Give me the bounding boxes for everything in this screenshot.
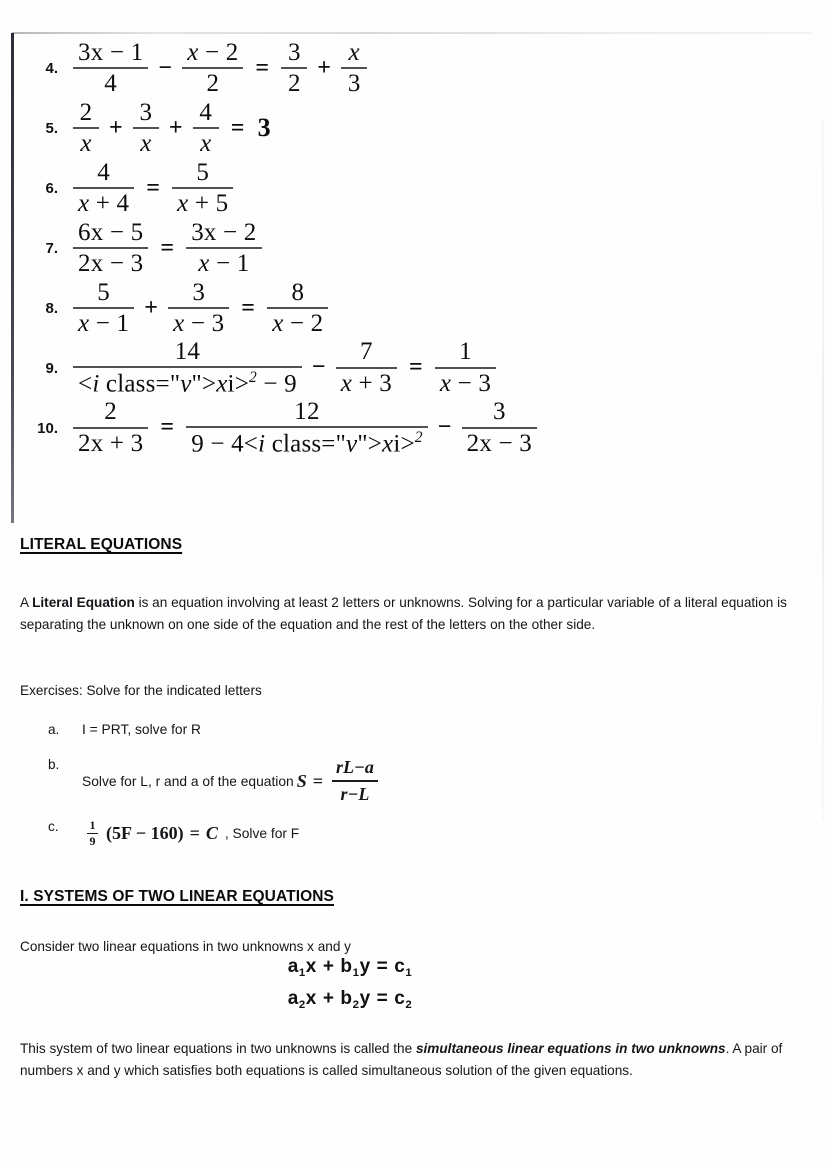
exercise-c-relation: = <box>189 822 200 843</box>
fraction-denominator: <i class="v">xi>$^2$ − 9 <box>78 369 297 398</box>
fraction-bar <box>172 187 233 189</box>
definition-lead: A <box>20 595 33 610</box>
equals-sign: = <box>230 114 245 141</box>
coefficient-b2: b <box>340 988 353 1009</box>
fraction-numerator: 2 <box>79 98 93 126</box>
closing-rest: . A pair of numbers x and y which satisfies both equations is called simultaneous solution of the given equations. <box>20 1041 783 1078</box>
fraction-bar <box>73 427 148 429</box>
fraction-bar <box>336 367 397 369</box>
fraction-bar <box>73 307 134 309</box>
operator: + <box>109 114 123 141</box>
fraction-denominator: x + 4 <box>78 190 130 217</box>
problem-expression <box>70 160 236 217</box>
fraction <box>73 399 148 456</box>
system-equation-1: $a_1x + b_1y = c_1$ <box>287 956 413 979</box>
systems-closing-text <box>20 1038 795 1081</box>
problem-expression <box>70 339 499 397</box>
fraction <box>435 339 496 396</box>
fraction-numerator: 3x − 1 <box>78 38 144 66</box>
fraction-numerator: 3x − 2 <box>191 218 257 246</box>
fraction-bar <box>267 307 328 309</box>
equals-sign: = <box>241 294 256 321</box>
fraction-denominator: x + 5 <box>177 190 229 217</box>
heading-systems-of-two-linear-equations: I. SYSTEMS OF TWO LINEAR EQUATIONS <box>20 888 334 905</box>
systems-intro-text: Consider two linear equations in two unknowns x and y <box>20 939 351 954</box>
problem-number: 8. <box>45 299 58 317</box>
fraction <box>193 100 219 157</box>
fraction-denominator: 3 <box>347 70 361 97</box>
exercise-bullet-a: a. <box>48 722 60 737</box>
fraction-denominator: x − 3 <box>439 369 492 397</box>
fraction-bar <box>73 187 134 189</box>
fraction-bar <box>73 127 99 129</box>
exercise-bullet-c: c. <box>48 819 59 834</box>
definition-rest: is an equation involving at least 2 letters or unknowns. Solving for a particular variable of a literal equation is separating the unknown on one side of the equation and the rest of the letters on the other side. <box>20 595 787 632</box>
problem-number: 7. <box>45 239 58 257</box>
scan-artifact-right-line <box>822 120 824 820</box>
exercise-b-fraction <box>332 757 378 805</box>
fraction-bar <box>182 67 243 69</box>
fraction-numerator: 1 <box>459 338 472 366</box>
fraction-denominator: 9 <box>89 834 96 849</box>
fraction-bar <box>281 67 307 69</box>
fraction-denominator: 2x − 3 <box>78 250 144 277</box>
fraction-bar <box>332 780 378 782</box>
system-equation-2: $a_2x + b_2y = c_2$ <box>287 988 413 1011</box>
problem-expression <box>70 399 540 457</box>
fraction-denominator: 2x − 3 <box>466 429 532 457</box>
fraction-denominator: x − 2 <box>272 310 324 337</box>
closing-lead: This system of two linear equations in two unknowns is called the <box>20 1041 416 1056</box>
fraction <box>186 399 428 457</box>
problem-row <box>0 278 560 338</box>
operator: − <box>158 54 173 81</box>
fraction <box>182 40 243 97</box>
fraction-bar <box>435 367 496 369</box>
fraction-bar <box>168 307 229 309</box>
fraction-bar <box>73 247 148 249</box>
fraction <box>186 220 261 277</box>
problem-expression <box>70 40 370 97</box>
scan-artifact-top-line <box>12 32 812 34</box>
problem-row <box>0 38 560 98</box>
equals-sign: = <box>160 234 175 261</box>
fraction-denominator: 2 <box>206 70 220 97</box>
exercise-c-expression: (5F − 160) <box>106 822 184 843</box>
fraction <box>267 280 328 337</box>
fraction-denominator: x − 1 <box>198 250 250 277</box>
fraction-numerator: x <box>348 38 360 66</box>
constant-c2: c <box>394 988 406 1009</box>
fraction-numerator: 1 <box>89 818 96 832</box>
coefficient-a2: a <box>287 988 299 1009</box>
fraction-bar <box>341 67 367 69</box>
fraction-numerator: 6x − 5 <box>78 218 144 246</box>
fraction <box>73 280 134 337</box>
problem-number: 4. <box>45 59 58 77</box>
fraction-bar <box>193 127 219 129</box>
fraction-numerator: 3 <box>287 38 301 66</box>
fraction-numerator: 14 <box>174 337 201 365</box>
problem-number: 6. <box>45 179 58 197</box>
problem-expression <box>70 280 331 337</box>
fraction-denominator: x + 3 <box>340 369 392 397</box>
fraction <box>73 220 148 277</box>
literal-equation-definition <box>20 592 788 635</box>
fraction-denominator: 2x + 3 <box>78 429 144 457</box>
exercise-c-result: C <box>205 822 218 843</box>
fraction-denominator: 2 <box>287 70 301 97</box>
exercise-b-relation: = <box>312 770 323 791</box>
fraction <box>133 100 159 157</box>
fraction-denominator: 9 − 4<i class="v">xi>$^2$ <box>191 429 423 458</box>
operator: − <box>311 354 326 381</box>
fraction-numerator: 3 <box>192 278 206 306</box>
problem-row <box>0 218 560 278</box>
subscript-2: 2 <box>352 999 360 1011</box>
fraction <box>73 100 99 157</box>
fraction-denominator: 4 <box>104 70 117 97</box>
fraction-numerator: 7 <box>360 338 373 366</box>
fraction <box>341 40 367 97</box>
list-item <box>48 757 768 805</box>
exercise-c-fraction <box>87 819 98 848</box>
equals-sign: = <box>160 414 175 441</box>
definition-term: Literal Equation <box>32 595 135 610</box>
fraction-denominator: x − 3 <box>173 310 225 337</box>
subscript-1: 1 <box>352 967 360 979</box>
fraction <box>168 280 229 337</box>
exercises-label: Exercises: Solve for the indicated letters <box>20 683 262 698</box>
fraction <box>281 40 307 97</box>
closing-emphasis: simultaneous linear equations in two unknowns <box>415 1041 726 1056</box>
exercise-b-text: Solve for L, r and a of the equation <box>82 773 294 789</box>
problem-row <box>0 98 560 158</box>
problem-expression <box>70 220 265 277</box>
exercise-a-text: I = PRT, solve for R <box>82 722 201 737</box>
heading-literal-equations: LITERAL EQUATIONS <box>20 536 183 553</box>
problem-row <box>0 338 560 398</box>
fraction-numerator: 5 <box>97 278 110 306</box>
list-item <box>48 722 768 737</box>
fraction-numerator: 3 <box>139 98 153 126</box>
literal-exercise-list <box>48 722 768 864</box>
constant-term: 3 <box>257 113 271 142</box>
problem-expression <box>70 100 271 157</box>
exercise-bullet-b: b. <box>48 757 60 772</box>
fraction-numerator: 3 <box>492 398 506 426</box>
problem-list <box>0 38 560 458</box>
fraction-bar <box>133 127 159 129</box>
fraction-denominator: x − 1 <box>78 310 130 337</box>
fraction-denominator: x <box>80 130 92 157</box>
problem-number: 10. <box>37 419 58 437</box>
fraction-numerator: 8 <box>291 278 305 306</box>
fraction <box>73 339 302 397</box>
fraction-bar <box>186 247 261 249</box>
exercise-c-tail: , Solve for F <box>224 825 300 841</box>
fraction <box>462 399 537 456</box>
equals-sign: = <box>146 174 161 201</box>
fraction-denominator: x <box>200 130 212 157</box>
system-equation-block <box>0 952 700 1016</box>
fraction-bar <box>73 366 302 368</box>
fraction-bar <box>73 67 148 69</box>
operator: + <box>168 114 183 141</box>
fraction-numerator: 2 <box>104 398 117 426</box>
fraction-denominator: r−L <box>340 784 370 804</box>
problem-number: 5. <box>45 119 58 137</box>
fraction <box>336 339 397 396</box>
operator: + <box>317 54 332 81</box>
exercise-b-symbol: S <box>296 770 307 791</box>
problem-number: 9. <box>45 359 58 377</box>
coefficient-a1: a <box>287 956 299 977</box>
fraction-numerator: 4 <box>97 158 110 186</box>
equals-sign: = <box>255 54 270 81</box>
problem-row <box>0 398 560 458</box>
problem-row <box>0 158 560 218</box>
fraction-numerator: rL−a <box>335 757 374 777</box>
operator: − <box>437 414 452 441</box>
subscript-2: 2 <box>298 999 306 1011</box>
fraction-denominator: x <box>140 130 152 157</box>
fraction-numerator: x − 2 <box>187 38 239 66</box>
fraction <box>73 160 134 217</box>
equals-sign: = <box>408 354 423 381</box>
fraction-bar <box>462 427 537 429</box>
fraction <box>172 160 233 217</box>
fraction-numerator: 5 <box>196 158 210 186</box>
coefficient-b1: b <box>340 956 353 977</box>
list-item <box>48 819 768 848</box>
subscript-1: 1 <box>298 967 306 979</box>
constant-c1: c <box>394 956 406 977</box>
subscript-2: 2 <box>405 999 413 1011</box>
fraction-bar <box>186 426 428 428</box>
fraction <box>73 40 148 97</box>
subscript-1: 1 <box>405 967 413 979</box>
operator: + <box>144 294 159 321</box>
fraction-numerator: 4 <box>199 98 213 126</box>
fraction-numerator: 12 <box>294 397 320 425</box>
